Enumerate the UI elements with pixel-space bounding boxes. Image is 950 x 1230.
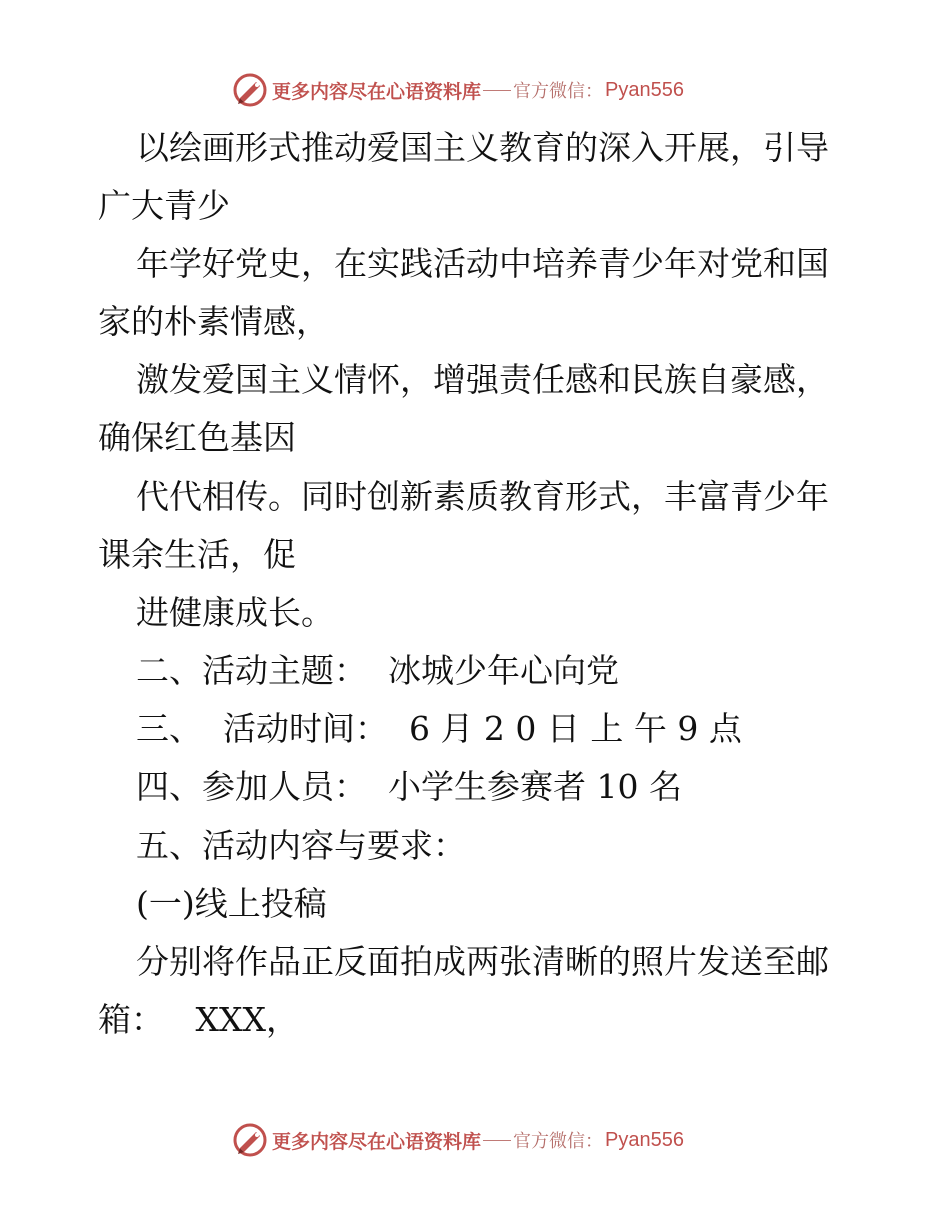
section-time: 三、 活动时间： 6 月 2 0 日 上 午 9 点: [136, 709, 742, 748]
pen-logo-icon: [232, 1122, 268, 1158]
section-content: 五、活动内容与要求：: [136, 826, 466, 865]
watermark-dash: [483, 90, 511, 91]
body-line-15: 分别将作品正反面拍成两张清晰的照片发送至邮: [136, 942, 829, 981]
section-participants: 四、参加人员： 小学生参赛者 10 名: [136, 767, 682, 806]
watermark-sub-text: 官方微信：: [513, 81, 604, 102]
body-line-5: 激发爱国主义情怀，增强责任感和民族自豪感，: [136, 360, 829, 399]
header-watermark: [232, 70, 684, 110]
body-line-4: 家的朴素情感，: [98, 302, 329, 341]
watermark-id-text: Pyan556: [605, 1128, 684, 1151]
watermark-dash: [483, 1140, 511, 1141]
body-line-9: 进健康成长。: [136, 593, 334, 632]
pen-logo-icon: [232, 72, 268, 108]
body-line-16: 箱： XXX，: [98, 1000, 299, 1039]
subsection-online: (一)线上投稿: [136, 884, 327, 923]
body-line-8: 课余生活，促: [98, 535, 296, 574]
body-line-7: 代代相传。同时创新素质教育形式，丰富青少年: [136, 477, 829, 516]
watermark-main-text: 更多内容尽在心语资料库: [272, 80, 482, 103]
footer-watermark: [232, 1120, 684, 1160]
section-theme: 二、活动主题： 冰城少年心向党: [136, 651, 619, 690]
body-line-6: 确保红色基因: [98, 418, 296, 457]
watermark-main-text: 更多内容尽在心语资料库: [272, 1130, 482, 1153]
body-line-1: 以绘画形式推动爱国主义教育的深入开展，引导: [136, 128, 829, 167]
watermark-sub-text: 官方微信：: [513, 1131, 604, 1152]
body-line-2: 广大青少: [98, 186, 230, 225]
watermark-id-text: Pyan556: [605, 78, 684, 101]
body-line-3: 年学好党史，在实践活动中培养青少年对党和国: [136, 244, 829, 283]
